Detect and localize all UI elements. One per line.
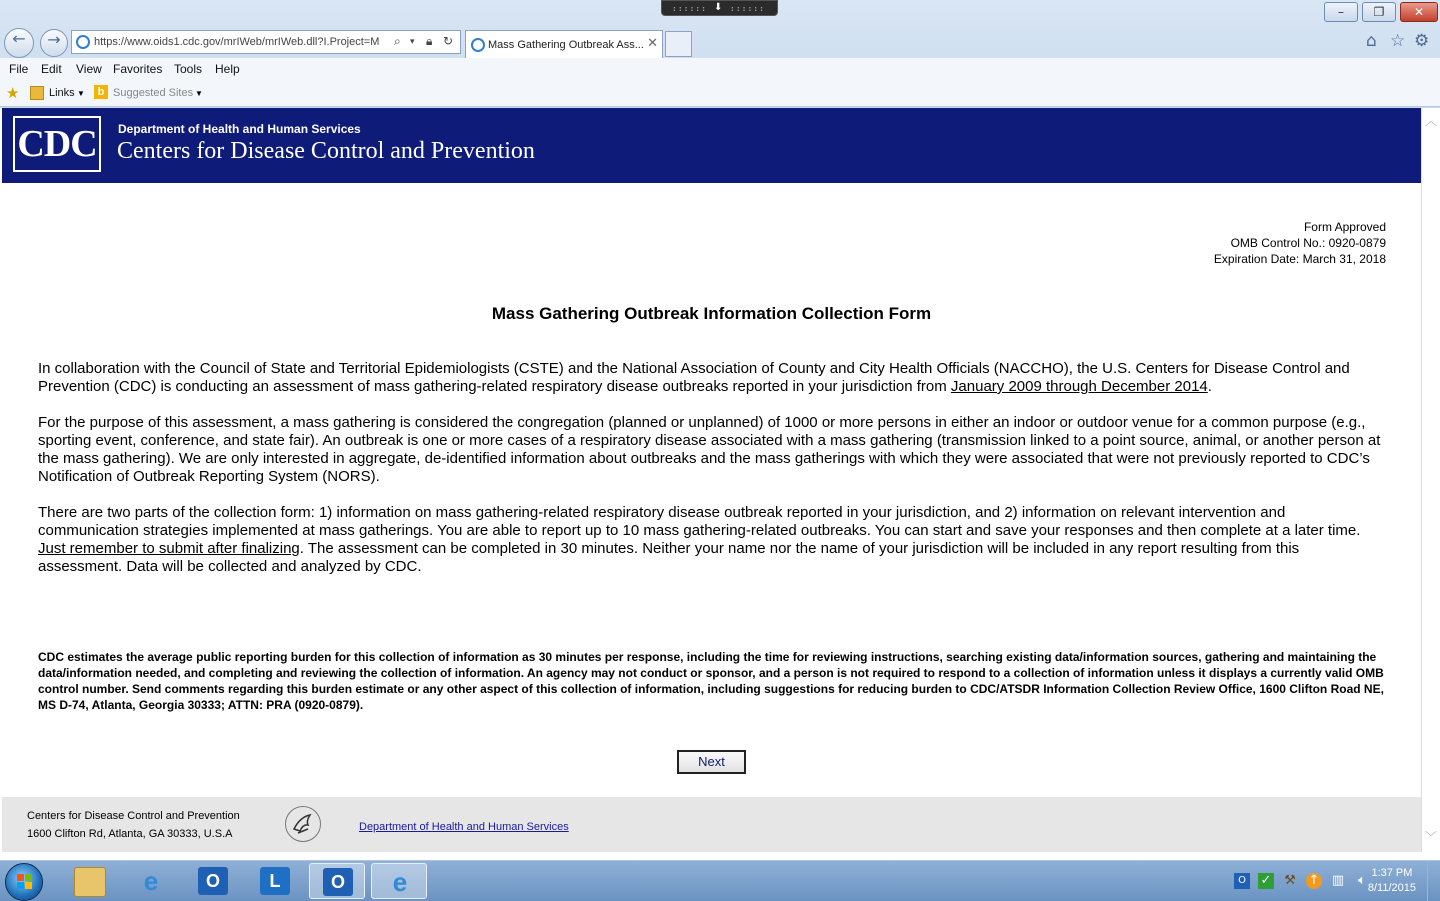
ie-page-icon — [76, 35, 90, 49]
tray-update-icon[interactable]: ↑ — [1306, 873, 1322, 889]
menu-help[interactable]: Help — [215, 62, 240, 76]
remote-bar-arrow-icon[interactable]: ⬇ — [714, 2, 723, 13]
links-chevron-icon[interactable]: ▼ — [77, 89, 85, 98]
omb-control-number: OMB Control No.: 0920-0879 — [1230, 236, 1386, 250]
ie-icon-open: e — [392, 867, 408, 897]
bing-icon: b — [94, 85, 108, 99]
hhs-eagle-icon — [285, 806, 321, 842]
remote-bar-grip-left: :::::: — [672, 4, 707, 13]
outlook-icon-open: O — [323, 868, 353, 896]
taskbar-internet-explorer[interactable] — [123, 863, 179, 899]
intro-paragraph — [38, 360, 1383, 396]
banner-department: Department of Health and Human Services — [118, 122, 361, 136]
ie-tab-icon — [471, 38, 485, 52]
submit-reminder-underline: Just remember to submit after finalizing — [38, 540, 300, 557]
minimize-button[interactable]: – — [1324, 2, 1358, 22]
omb-form-approved: Form Approved — [1303, 220, 1386, 234]
intro-end: . — [1207, 378, 1212, 395]
taskbar-file-explorer[interactable] — [61, 863, 117, 899]
restore-button[interactable]: ❐ — [1362, 2, 1396, 22]
suggested-sites-chevron-icon[interactable]: ▼ — [195, 89, 203, 98]
parts-end: . The assessment can be completed in 30 minutes. Neither your name nor the name of your jurisdiction will be included in any report resulting from this assessment. Data will be collected and analyzed by CDC. — [38, 540, 1300, 575]
tray-tools-icon[interactable]: ⚒ — [1284, 873, 1296, 888]
tab-close-icon[interactable]: ✕ — [647, 36, 658, 51]
menu-bar — [0, 58, 1440, 82]
tab-mass-gathering[interactable] — [465, 30, 663, 58]
tray-check-icon[interactable]: ✓ — [1258, 873, 1274, 889]
lync-icon: L — [260, 867, 290, 895]
taskbar-ie-open[interactable] — [371, 863, 427, 899]
menu-favorites[interactable]: Favorites — [113, 62, 163, 76]
back-button[interactable]: ← — [4, 28, 34, 58]
system-clock[interactable] — [1368, 866, 1416, 896]
clock-time: 1:37 PM — [1371, 867, 1413, 879]
windows-taskbar — [0, 860, 1440, 901]
search-icon[interactable]: ⌕ — [394, 34, 401, 48]
address-url[interactable]: https://www.oids1.cdc.gov/mrIWeb/mrIWeb.dll?I.Project=M — [94, 36, 380, 48]
definition-paragraph: For the purpose of this assessment, a mass gathering is considered the congregation (planned or unplanned) of 1000 or more persons in either an indoor or outdoor venue for a common purpose (e.g., sporting event, conference, and state fair). An outbreak is one or more cases of a respiratory disease associated with a mass gathering (transmission linked to a point source, animal, or another person at the mass gathering). We are only interested in aggregate, de-identified information about outbreaks and the mass gatherings with which they were associated that were not previously reported to CDC’s Notification of Outbreak Reporting System (NORS). — [38, 414, 1381, 485]
tray-outlook-icon[interactable]: O — [1234, 873, 1250, 889]
gear-icon[interactable]: ⚙ — [1414, 31, 1430, 51]
new-tab-button[interactable] — [665, 31, 692, 57]
start-button[interactable] — [5, 863, 43, 901]
cdc-logo[interactable] — [13, 116, 101, 172]
taskbar-outlook[interactable] — [185, 863, 241, 899]
scroll-down-icon[interactable]: ﹀ — [1425, 830, 1438, 844]
favorites-suggested-sites[interactable]: Suggested Sites — [113, 87, 194, 99]
add-favorites-star-icon[interactable]: ★ — [6, 84, 20, 102]
menu-file[interactable]: File — [9, 62, 29, 76]
tab-title: Mass Gathering Outbreak Ass... — [488, 39, 644, 51]
show-desktop-button[interactable] — [1427, 861, 1440, 901]
footer-address: 1600 Clifton Rd, Atlanta, GA 30333, U.S.A — [27, 828, 233, 840]
tray-volume-icon[interactable]: 🔈︎ — [1358, 873, 1366, 888]
remote-connection-bar[interactable] — [661, 0, 778, 16]
outlook-icon: O — [198, 867, 228, 895]
browser-chrome — [0, 0, 1440, 108]
taskbar-outlook-open[interactable] — [309, 863, 365, 899]
cdc-logo-text: CDC — [17, 123, 97, 165]
hhs-link[interactable]: Department of Health and Human Services — [359, 821, 569, 833]
menu-edit[interactable]: Edit — [41, 62, 62, 76]
forward-button[interactable]: → — [40, 29, 68, 57]
close-button[interactable]: ✕ — [1400, 2, 1438, 22]
parts-text: There are two parts of the collection form: 1) information on mass gathering-related respiratory disease outbreak reported in your jurisdiction, and 2) information on relevant intervention and communication strategies implemented at mass gatherings. You are able to report up to 10 mass gathering-related outbreaks. You can start and save your responses and then complete at a later time. — [38, 504, 1361, 539]
chevron-down-icon[interactable]: ▾ — [410, 37, 415, 47]
omb-expiration-date: Expiration Date: March 31, 2018 — [1213, 252, 1386, 266]
omb-approval-block — [1214, 219, 1386, 267]
windows-flag-icon — [17, 874, 33, 890]
burden-statement: CDC estimates the average public reporting burden for this collection of information as 30 minutes per response, including the time for reviewing instructions, searching existing data/information sources, gathering and maintaining the data/information needed, and completing and reviewing the collection of information. An agency may not conduct or sponsor, and a person is not required to respond to a collection of information unless it displays a currently valid OMB control number. Send comments regarding this burden estimate or any other aspect of this collection of information, including suggestions for reducing burden to CDC/ATSDR Information Collection Review Office, 1600 Clifton Road NE, MS D-74, Atlanta, Georgia 30333; ATTN: PRA (0920-0879). — [38, 650, 1384, 712]
tray-network-icon[interactable]: ▥ — [1331, 873, 1345, 888]
folder-icon — [30, 86, 44, 100]
address-bar[interactable] — [71, 30, 461, 54]
ie-icon: e — [143, 866, 159, 896]
page-title: Mass Gathering Outbreak Information Collection Form — [491, 304, 932, 323]
cdc-banner — [2, 108, 1421, 183]
page-content — [2, 108, 1421, 852]
next-button[interactable]: Next — [677, 750, 746, 774]
home-icon[interactable]: ⌂ — [1366, 31, 1377, 51]
scroll-up-icon[interactable]: ︿ — [1425, 114, 1438, 128]
date-range-underline: January 2009 through December 2014 — [950, 378, 1208, 395]
favorites-bar — [0, 82, 1440, 107]
favorites-star-icon[interactable]: ☆ — [1390, 31, 1406, 51]
favorites-links[interactable]: Links — [49, 87, 75, 99]
page-scrollbar[interactable] — [1421, 108, 1440, 852]
menu-tools[interactable]: Tools — [174, 62, 203, 76]
lock-icon[interactable]: 🔒︎ — [426, 34, 433, 48]
menu-view[interactable]: View — [76, 62, 102, 76]
banner-agency-name: Centers for Disease Control and Prevention — [117, 138, 535, 164]
taskbar-lync[interactable] — [247, 863, 303, 899]
parts-paragraph — [38, 504, 1383, 576]
folder-icon — [74, 867, 106, 897]
refresh-icon[interactable]: ↻ — [443, 34, 454, 48]
intro-text: In collaboration with the Council of State and Territorial Epidemiologists (CSTE) and the National Association of County and City Health Officials (NACCHO), the U.S. Centers for Disease Control and Prevention (CDC) is conducting an assessment of mass gathering-related respiratory disease outbreaks reported in your jurisdiction from — [38, 360, 1350, 395]
page-footer — [2, 797, 1421, 852]
clock-date: 8/11/2015 — [1367, 882, 1416, 894]
remote-bar-grip-right: :::::: — [730, 4, 765, 13]
footer-org-name: Centers for Disease Control and Prevention — [27, 810, 240, 822]
